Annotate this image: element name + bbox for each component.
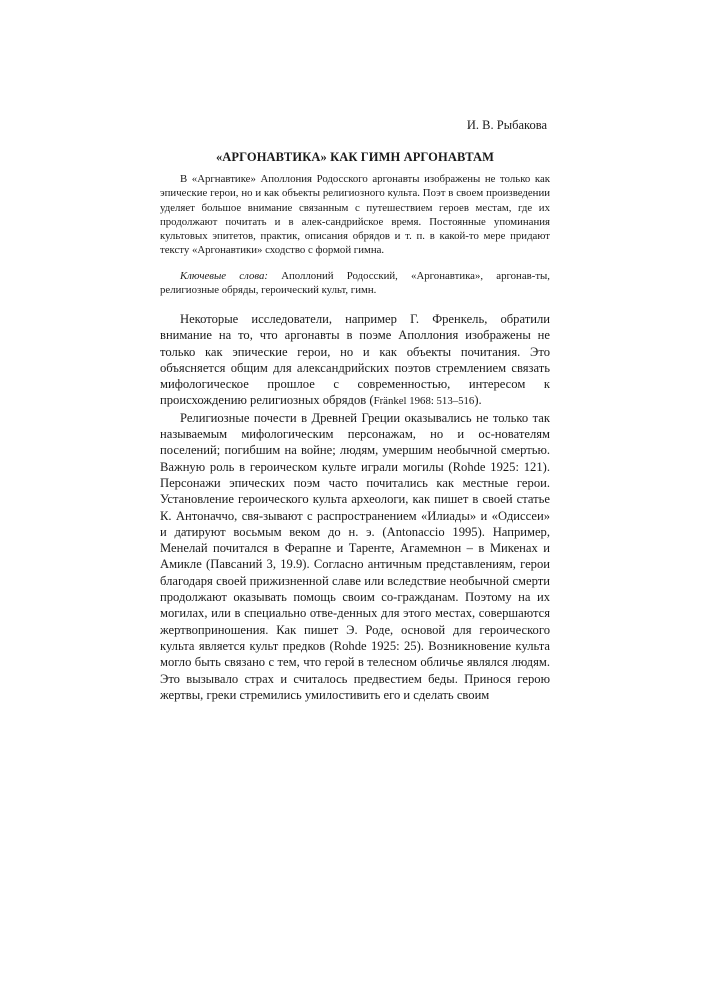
body-paragraph-1-end: ). [474, 393, 482, 408]
body-paragraph-2: Религиозные почести в Древней Греции оказывались не только так называемым мифологическим персонажам, но и ос-нователям поселений; погибшим на войне; людям, умершим необычной смертью. Важную роль в героическом культе играли могилы (Rohde 1925: 121). Персонажи эпических поэм часто почитались как местные герои. Установление героического культа археологи, как пишет в своей статье К. Антоначчо, свя-зывают с распространением «Илиады» и «Одиссеи» и датируют восьмым веком до н. э. (Antonaccio 1995). Например, Менелай почитался в Ферапне и Таренте, Агамемнон – в Микенах и Амикле (Павсаний 3, 19.9). Согласно античным представлениям, герои благодаря своей прижизненной славе или вследствие необычной смерти продолжают оказывать помощь своим со-гражданам. Поэтому на их могилах, или в специально отве-денных для этого местах, совершаются жертвоприношения. Как пишет Э. Роде, основой для героического культа является культ предков (Rohde 1925: 25). Возникновение культа могло быть связано с тем, что герой в телесном обличье являлся людям. Это вызывало страх и считалось предвестием беды. Принося герою жертвы, греки стремились умилостивить его и сделать своим [160, 410, 550, 702]
author-name: И. В. Рыбакова [466, 118, 547, 132]
abstract [160, 172, 550, 258]
body-paragraph-1 [160, 311, 550, 410]
article-title: «АРГОНАВТИКА» КАК ГИМН АРГОНАВТАМ [215, 150, 495, 164]
keywords-label: Ключевые слова: [180, 270, 268, 282]
body-paragraph-1-text: Некоторые исследователи, например Г. Френкель, обратили внимание на то, что аргонавты в поэме Аполлония изображены не только как эпические герои, но и как объекты почитания. Это объясняется общим для александрийских поэтов стремлением связать мифологическое прошлое с современностью, интересом к происхождению религиозных обрядов ( [160, 312, 550, 408]
keywords-paragraph [160, 269, 550, 298]
keywords [160, 269, 550, 298]
keywords-text: Аполлоний Родосский, «Аргонавтика», аргонав-ты, религиозные обряды, героический культ, гимн. [160, 270, 550, 297]
citation-frankel: Fränkel 1968: 513–516 [373, 395, 475, 408]
body-text [160, 311, 550, 703]
abstract-text: В «Аргнавтике» Аполлония Родосского аргонавты изображены не только как эпические герои, но и как объекты религиозного культа. Поэт в своем произведении уделяет большое внимание связанным с путешествием героев местам, где их продолжают почитать и в алек-сандрийское время. Постоянные упоминания культовых эпитетов, практик, описания обрядов и т. п. в какой-то мере придают тексту «Аргонавтики» сходство с формой гимна. [160, 173, 550, 257]
